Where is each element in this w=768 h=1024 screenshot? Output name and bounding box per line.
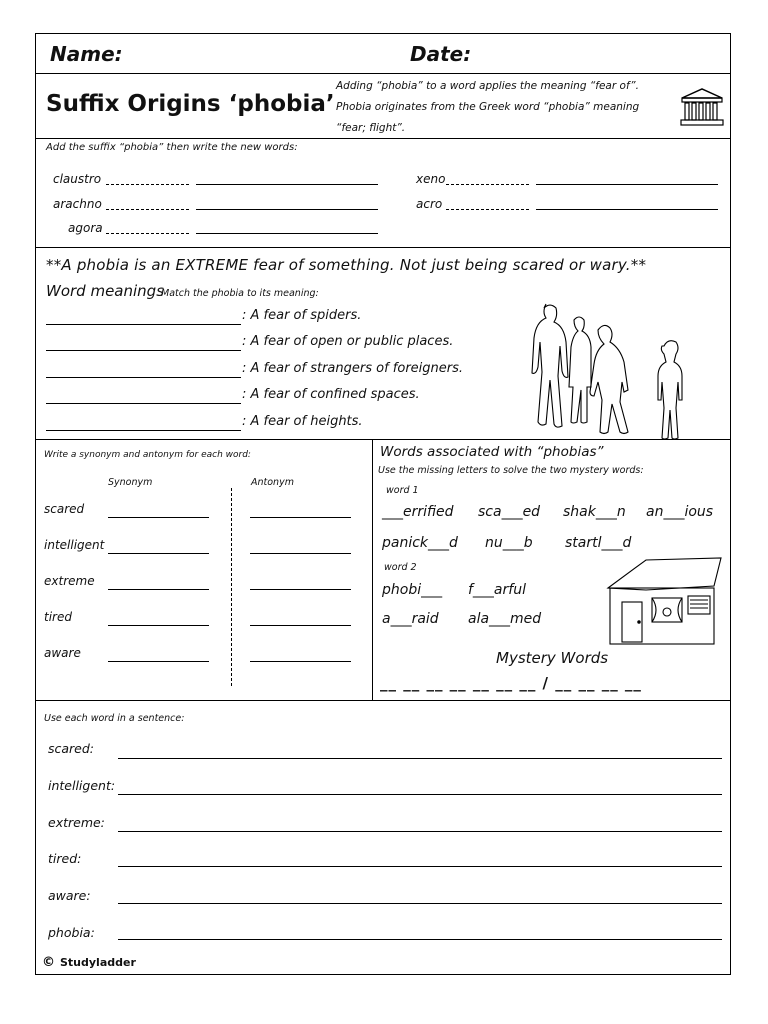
worksheet <box>35 33 731 975</box>
sentence-word-aware: aware: <box>48 888 91 903</box>
page-title: Suffix Origins ‘phobia’ <box>46 91 335 117</box>
clue-errified: ___errified <box>382 504 454 520</box>
sentence-word-scared: scared: <box>48 741 95 756</box>
sentence-instruction: Use each word in a sentence: <box>44 713 185 724</box>
clue-alamed: ala___med <box>468 611 542 627</box>
meaning-2: : A fear of open or public places. <box>242 334 454 349</box>
word1-label: word 1 <box>386 485 419 496</box>
clue-anious: an___ious <box>646 504 714 520</box>
associated-heading: Words associated with “phobias” <box>380 444 604 460</box>
word-arachno: arachno <box>53 197 102 211</box>
name-label: Name: <box>50 42 123 66</box>
word-acro: acro <box>416 197 443 211</box>
mystery-blanks: __ __ __ __ __ __ __ / __ __ __ __ <box>380 674 642 692</box>
meaning-3: : A fear of strangers of foreigners. <box>242 361 464 376</box>
clue-nub: nu___b <box>485 535 533 551</box>
associated-instruction: Use the missing letters to solve the two mystery words: <box>378 465 644 476</box>
word2-label: word 2 <box>384 562 417 573</box>
antonym-header: Antonym <box>251 477 294 488</box>
synonym-word-intelligent: intelligent <box>44 538 105 552</box>
people-walking-illustration <box>526 300 706 442</box>
word-claustro: claustro <box>53 172 102 186</box>
greek-temple-icon <box>679 86 725 128</box>
clue-startld: startl___d <box>565 535 632 551</box>
sentence-word-intelligent: intelligent: <box>48 778 116 793</box>
clue-farful: f___arful <box>468 582 526 598</box>
word-xeno: xeno <box>416 172 446 186</box>
sentence-word-extreme: extreme: <box>48 815 105 830</box>
suffix-instruction: Add the suffix “phobia” then write the new words: <box>46 142 298 153</box>
synonym-word-extreme: extreme <box>44 574 95 588</box>
word-meanings-instruction: Match the phobia to its meaning: <box>161 288 319 299</box>
synonym-word-tired: tired <box>44 610 72 624</box>
copyright-icon: © <box>42 955 55 970</box>
word-agora: agora <box>68 221 103 235</box>
clue-phobi: phobi___ <box>382 582 443 598</box>
clue-panickd: panick___d <box>382 535 458 551</box>
title-description: Adding “phobia” to a word applies the meaning “fear of”. Phobia originates from the Greek word “phobia” meaning “fear; flight”. <box>336 80 640 134</box>
mystery-words-label: Mystery Words <box>496 649 609 667</box>
date-label: Date: <box>410 42 472 66</box>
word-meanings-heading: Word meanings <box>46 282 165 300</box>
synonym-header: Synonym <box>108 477 153 488</box>
synonym-instruction: Write a synonym and antonym for each word: <box>44 450 251 460</box>
meaning-1: : A fear of spiders. <box>242 308 362 323</box>
synonym-word-scared: scared <box>44 502 85 516</box>
house-illustration <box>606 556 724 648</box>
sentence-word-tired: tired: <box>48 851 82 866</box>
studyladder-brand: Studyladder <box>60 956 136 969</box>
clue-araid: a___raid <box>382 611 439 627</box>
synonym-word-aware: aware <box>44 646 81 660</box>
meaning-4: : A fear of confined spaces. <box>242 387 420 402</box>
clue-scaed: sca___ed <box>478 504 541 520</box>
meaning-5: : A fear of heights. <box>242 414 363 429</box>
clue-shakn: shak___n <box>563 504 626 520</box>
sentence-word-phobia: phobia: <box>48 925 95 940</box>
phobia-note: **A phobia is an EXTREME fear of something. Not just being scared or wary.** <box>46 256 647 274</box>
